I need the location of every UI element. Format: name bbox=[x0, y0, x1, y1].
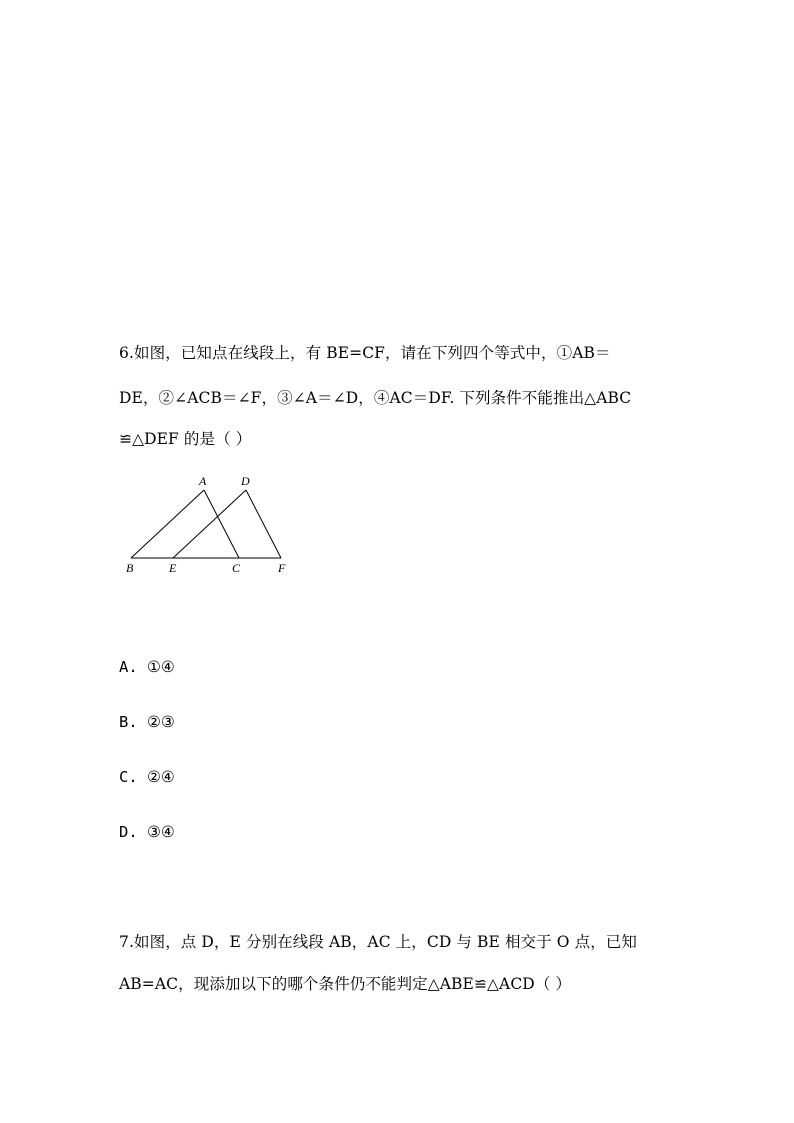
segment-ab bbox=[131, 490, 204, 558]
option-d-label: D. bbox=[119, 823, 138, 841]
label-f: F bbox=[278, 561, 286, 575]
label-b: B bbox=[126, 561, 134, 575]
label-d: D bbox=[241, 474, 250, 488]
option-d bbox=[119, 822, 175, 842]
question-6-line-1: 6.如图，已知点在线段上，有 BE=CF，请在下列四个等式中，①AB＝ bbox=[119, 344, 611, 362]
label-c: C bbox=[232, 561, 241, 575]
option-d-text: ③④ bbox=[147, 823, 175, 841]
label-a: A bbox=[199, 474, 207, 488]
question-7-line-1: 7.如图，点 D，E 分别在线段 AB，AC 上，CD 与 BE 相交于 O 点，已知 bbox=[119, 933, 638, 951]
option-a-text: ①④ bbox=[147, 658, 175, 676]
triangle-figure bbox=[118, 468, 300, 578]
option-a-label: A. bbox=[119, 658, 138, 676]
option-b-text: ②③ bbox=[147, 713, 175, 731]
label-e: E bbox=[169, 561, 177, 575]
question-6-line-3: ≌△DEF 的是（ ） bbox=[119, 430, 252, 448]
option-c bbox=[119, 767, 175, 787]
question-6-line-2: DE，②∠ACB＝∠F，③∠A＝∠D，④AC＝DF. 下列条件不能推出△ABC bbox=[119, 389, 632, 407]
option-b-label: B. bbox=[119, 713, 138, 731]
option-c-label: C. bbox=[119, 768, 138, 786]
option-c-text: ②④ bbox=[147, 768, 175, 786]
option-a bbox=[119, 657, 175, 677]
question-7-line-2: AB=AC，现添加以下的哪个条件仍不能判定△ABE≌△ACD（ ） bbox=[119, 975, 572, 993]
segment-df bbox=[246, 490, 281, 558]
triangle-diagram bbox=[118, 468, 300, 578]
option-b bbox=[119, 712, 175, 732]
